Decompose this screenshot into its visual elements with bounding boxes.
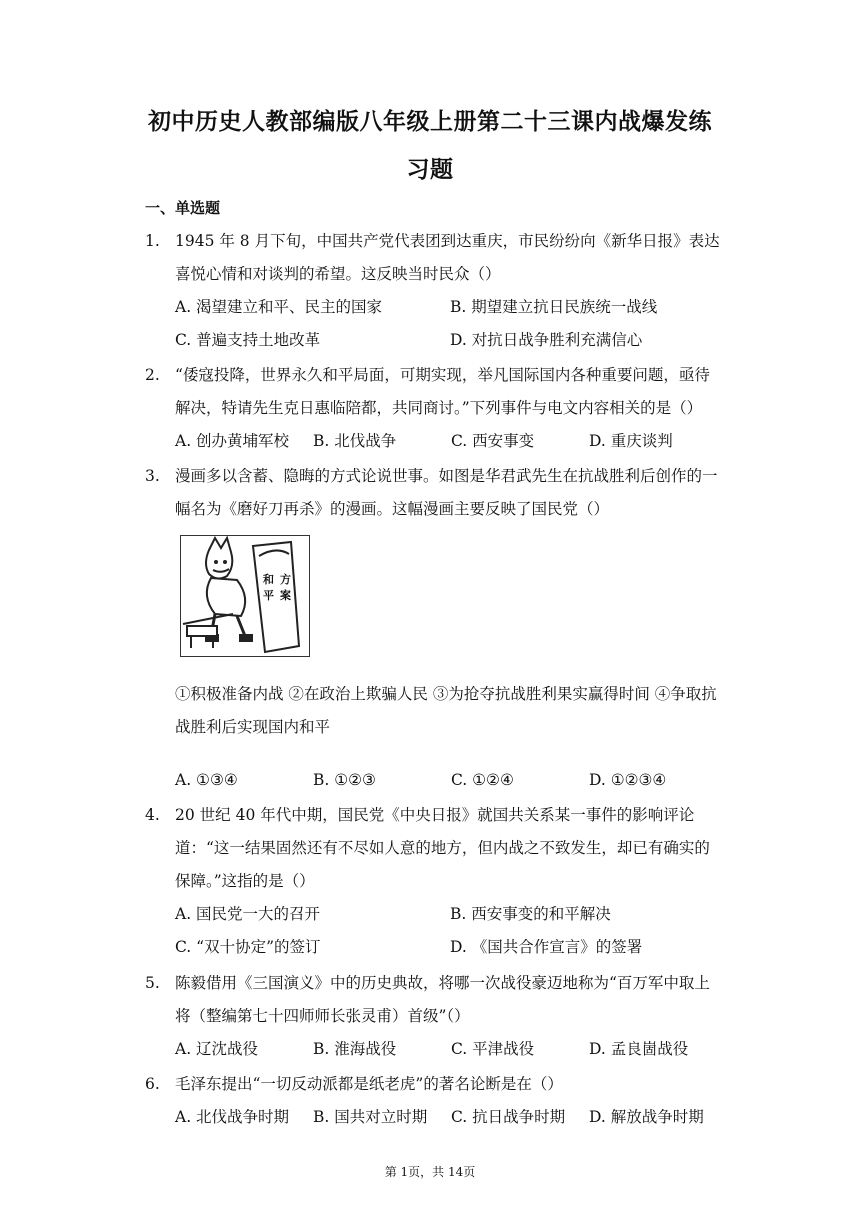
sign-text — [263, 572, 297, 604]
option-a[interactable]: A. 北伐战争时期 — [175, 1108, 290, 1126]
option-d[interactable]: D. 《国共合作宣言》的签署 — [450, 938, 643, 956]
options — [175, 425, 725, 458]
option-d[interactable]: D. 孟良崮战役 — [589, 1040, 689, 1058]
option-d[interactable]: D. 解放战争时期 — [589, 1108, 704, 1126]
options — [175, 1033, 725, 1066]
option-c[interactable]: C. 普遍支持土地改革 — [175, 331, 321, 349]
question-2 — [145, 359, 725, 458]
title-line-2: 习题 — [406, 156, 454, 183]
options — [175, 764, 725, 797]
option-a[interactable]: A. 辽沈战役 — [175, 1040, 259, 1058]
document-title — [120, 98, 740, 194]
question-number: 3. — [145, 467, 160, 485]
option-d[interactable]: D. 对抗日战争胜利充满信心 — [450, 331, 643, 349]
question-3-options — [145, 764, 725, 797]
question-5 — [145, 967, 725, 1066]
option-b[interactable]: B. 西安事变的和平解决 — [450, 905, 611, 923]
option-c[interactable]: C. 平津战役 — [451, 1040, 535, 1058]
sign-char: 和 — [263, 573, 274, 586]
option-b[interactable]: B. ①②③ — [313, 771, 376, 789]
option-c[interactable]: C. “双十协定”的签订 — [175, 938, 321, 956]
question-stem: “倭寇投降，世界永久和平局面，可期实现，举凡国际国内各种重要问题，亟待解决，特请先生克日惠临陪都，共同商讨。”下列事件与电文内容相关的是（） — [175, 366, 710, 417]
option-a[interactable]: A. 渴望建立和平、民主的国家 — [175, 298, 383, 316]
options — [175, 1101, 725, 1134]
option-c[interactable]: C. ①②④ — [451, 771, 514, 789]
question-number: 6. — [145, 1075, 160, 1093]
sign-char: 平 — [263, 589, 274, 602]
question-3-statements — [145, 678, 725, 744]
option-b[interactable]: B. 淮海战役 — [313, 1040, 397, 1058]
sign-char: 方 — [280, 573, 291, 586]
option-a[interactable]: A. 创办黄埔军校 — [175, 432, 290, 450]
question-stem: 20 世纪 40 年代中期，国民党《中央日报》就国共关系某一事件的影响评论道：“这一结果固然还有不尽如人意的地方，但内战之不致发生，却已有确实的保障。”这指的是（） — [175, 806, 710, 890]
page-footer: 第 1页，共 14页 — [384, 1165, 476, 1179]
question-6 — [145, 1068, 725, 1134]
question-4 — [145, 799, 725, 964]
question-stem: 陈毅借用《三国演义》中的历史典故，将哪一次战役豪迈地称为“百万军中取上将（整编第七十四师师长张灵甫）首级”（） — [175, 974, 710, 1025]
question-number: 1. — [145, 232, 160, 250]
options — [175, 291, 725, 357]
question-number: 5. — [145, 974, 160, 992]
options — [175, 898, 725, 964]
option-a[interactable]: A. 国民党一大的召开 — [175, 905, 321, 923]
option-d[interactable]: D. 重庆谈判 — [589, 432, 673, 450]
option-d[interactable]: D. ①②③④ — [589, 771, 667, 789]
question-stem: 1945 年 8 月下旬，中国共产党代表团到达重庆，市民纷纷向《新华日报》表达喜悦心情和对谈判的希望。这反映当时民众（） — [175, 232, 720, 283]
section-heading: 一、单选题 — [145, 199, 221, 217]
question-1 — [145, 225, 725, 357]
option-a[interactable]: A. ①③④ — [175, 771, 238, 789]
option-b[interactable]: B. 北伐战争 — [313, 432, 397, 450]
option-b[interactable]: B. 期望建立抗日民族统一战线 — [450, 298, 658, 316]
question-stem: 漫画多以含蓄、隐晦的方式论说世事。如图是华君武先生在抗战胜利后创作的一幅名为《磨好刀再杀》的漫画。这幅漫画主要反映了国民党（） — [175, 467, 718, 518]
question-number: 4. — [145, 806, 160, 824]
option-b[interactable]: B. 国共对立时期 — [313, 1108, 428, 1126]
option-c[interactable]: C. 抗日战争时期 — [451, 1108, 566, 1126]
cartoon-image — [180, 535, 310, 657]
statement-list: ①积极准备内战 ②在政治上欺骗人民 ③为抢夺抗战胜利果实赢得时间 ④争取抗战胜利后实现国内和平 — [175, 685, 717, 736]
option-c[interactable]: C. 西安事变 — [451, 432, 535, 450]
question-3 — [145, 460, 725, 526]
sign-char: 案 — [280, 589, 291, 602]
title-line-1: 初中历史人教部编版八年级上册第二十三课内战爆发练 — [148, 108, 712, 135]
question-number: 2. — [145, 366, 160, 384]
question-stem: 毛泽东提出“一切反动派都是纸老虎”的著名论断是在（） — [175, 1075, 563, 1093]
